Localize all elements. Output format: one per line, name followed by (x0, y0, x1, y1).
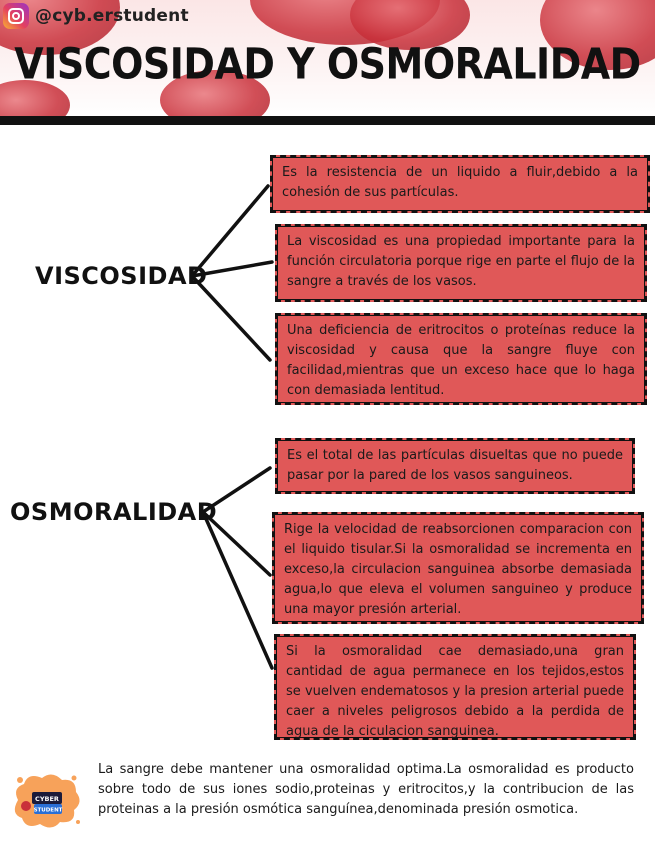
svg-text:STUDENT: STUDENT (33, 807, 63, 814)
osmoralidad-increase-box: Rige la velocidad de reabsorcionen comparacion con el liquido tisular.Si la osmoralidad se incrementa en exceso,la circulacion sanguinea absorbe demasiada agua,lo que eleva el volumen sanguineo y produce una mayor presión arterial. (272, 512, 644, 624)
osmoralidad-decrease-box: Si la osmoralidad cae demasiado,una gran cantidad de agua permanece en los tejidos,estos se vuelven endematosos y la presion arterial puede caer a niveles peligrosos debido a la perdida de agua de la ciculacion sanguinea. (274, 634, 636, 740)
viscosidad-definition-box: Es la resistencia de un liquido a fluir,debido a la cohesión de sus partículas. (270, 155, 650, 213)
instagram-handle: @cyb.erstudent (35, 6, 189, 26)
viscosidad-deficiency-box: Una deficiencia de eritrocitos o proteínas reduce la viscosidad y causa que la sangre fluye con facilidad,mientras que un exceso hace que lo haga con demasiada lentitud. (275, 313, 647, 405)
page-title: VISCOSIDAD Y OSMORALIDAD (14, 39, 641, 89)
viscosidad-function-box: La viscosidad es una propiedad importante para la función circulatoria porque rige en parte el flujo de la sangre a través de los vasos. (275, 224, 647, 302)
osmoralidad-definition-box: Es el total de las partículas disueltas que no puede pasar por la pared de los vasos sanguineos. (275, 438, 635, 494)
connector-osmoralidad-3 (203, 512, 272, 668)
label-viscosidad: VISCOSIDAD (35, 262, 208, 290)
footer-summary: La sangre debe mantener una osmoralidad optima.La osmoralidad es producto sobre todo de sus iones sodio,proteinas y eritrocitos,y la contribucion de las proteinas a la presión osmótica sanguínea,denominada presión osmotica. (98, 762, 634, 817)
cyber-student-logo (8, 770, 84, 832)
svg-text:CYBER: CYBER (35, 795, 59, 803)
label-osmoralidad: OSMORALIDAD (10, 498, 218, 526)
